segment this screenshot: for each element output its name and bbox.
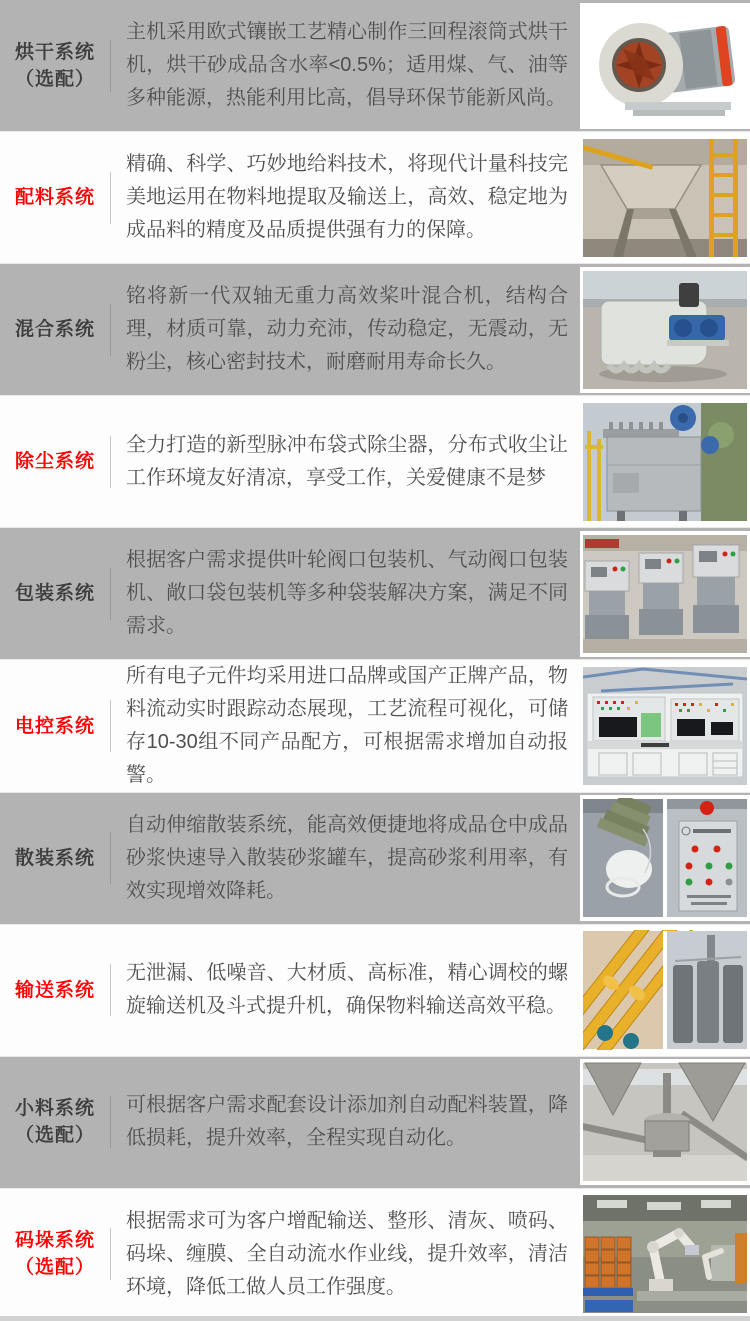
- system-label-drying: [0, 39, 110, 93]
- system-row-conveying: [0, 924, 750, 1057]
- system-label-bulk-loading: [0, 845, 110, 872]
- palletizing-robot-photo: [580, 1191, 750, 1317]
- system-label-electric-control: [0, 713, 110, 740]
- system-description: 铭将新一代双轴无重力高效桨叶混合机，结构合理，材质可靠，动力充沛，传动稳定，无震动，无粉尘，核心密封技术，耐磨耐用寿命长久。: [126, 285, 568, 374]
- system-label-text: 小料系统: [14, 1098, 95, 1120]
- bulk-loading-photo: [580, 795, 750, 921]
- system-row-batching: [0, 131, 750, 264]
- twin-shaft-mixer-photo: [580, 267, 750, 393]
- system-row-palletizing: [0, 1188, 750, 1321]
- system-label-sub: （选配）: [14, 1257, 95, 1279]
- control-console-photo: [580, 663, 750, 789]
- system-label-additive: [0, 1095, 110, 1149]
- system-label-text: 包装系统: [14, 583, 95, 605]
- system-label-sub: （选配）: [14, 1125, 95, 1147]
- dust-collector-photo: [580, 399, 750, 525]
- system-label-text: 配料系统: [14, 187, 95, 209]
- system-description: 所有电子元件均采用进口品牌或国产正牌产品，物料流动实时跟踪动态展现，工艺流程可视化，可储存10-30组不同产品配方，可根据需求增加自动报警。: [126, 665, 568, 787]
- screw-conveyor-silos-photo: [580, 927, 750, 1053]
- system-label-packing: [0, 580, 110, 607]
- rotary-dryer-photo: [580, 3, 750, 129]
- system-description: 根据需求可为客户增配输送、整形、清灰、喷码、码垛、缠膜、全自动流水作业线，提升效率，清洁环境，降低工做人员工作强度。: [126, 1209, 568, 1298]
- system-row-additive: [0, 1057, 750, 1188]
- system-description: 全力打造的新型脉冲布袋式除尘器，分布式收尘让工作环境友好清凉，享受工作，关爱健康不是梦: [126, 433, 568, 489]
- system-label-text: 散装系统: [14, 847, 95, 869]
- page-bottom-edge: [0, 1316, 750, 1321]
- additive-dosing-photo: [580, 1059, 750, 1185]
- system-row-electric-control: [0, 659, 750, 792]
- system-row-dust-removal: [0, 395, 750, 528]
- system-label-conveying: [0, 977, 110, 1004]
- system-label-sub: （选配）: [14, 68, 95, 90]
- batching-system-photo: [580, 135, 750, 261]
- system-row-packing: [0, 528, 750, 659]
- system-label-text: 除尘系统: [14, 451, 95, 473]
- system-label-text: 电控系统: [14, 715, 95, 737]
- system-label-text: 码垛系统: [14, 1230, 95, 1252]
- system-row-bulk-loading: [0, 793, 750, 924]
- system-label-dust-removal: [0, 448, 110, 475]
- system-row-mixing: [0, 264, 750, 395]
- system-label-text: 混合系统: [14, 319, 95, 341]
- system-label-batching: [0, 184, 110, 211]
- system-label-text: 烘干系统: [14, 41, 95, 63]
- system-description: 精确、科学、巧妙地给料技术，将现代计量科技完美地运用在物料地提取及输送上，高效、稳定地为成品料的精度及品质提供强有力的保障。: [126, 153, 568, 242]
- system-description: 根据客户需求提供叶轮阀口包装机、气动阀口包装机、敞口袋包装机等多种袋装解决方案，满足不同需求。: [126, 549, 568, 638]
- system-row-drying: [0, 0, 750, 131]
- system-description: 主机采用欧式镶嵌工艺精心制作三回程滚筒式烘干机，烘干砂成品含水率<0.5%；适用煤、气、油等多种能源，热能利用比高，倡导环保节能新风尚。: [126, 21, 568, 110]
- packing-machines-photo: [580, 531, 750, 657]
- system-description: 可根据客户需求配套设计添加剂自动配料装置，降低损耗，提升效率，全程实现自动化。: [126, 1094, 568, 1150]
- system-label-text: 输送系统: [14, 979, 95, 1001]
- system-label-palletizing: [0, 1227, 110, 1281]
- system-description: 自动伸缩散装系统，能高效便捷地将成品仓中成品砂浆快速导入散装砂浆罐车，提高砂浆利用率，有效实现增效降耗。: [126, 813, 568, 902]
- system-label-mixing: [0, 316, 110, 343]
- system-description: 无泄漏、低噪音、大材质、高标准，精心调校的螺旋输送机及斗式提升机，确保物料输送高效平稳。: [126, 962, 568, 1018]
